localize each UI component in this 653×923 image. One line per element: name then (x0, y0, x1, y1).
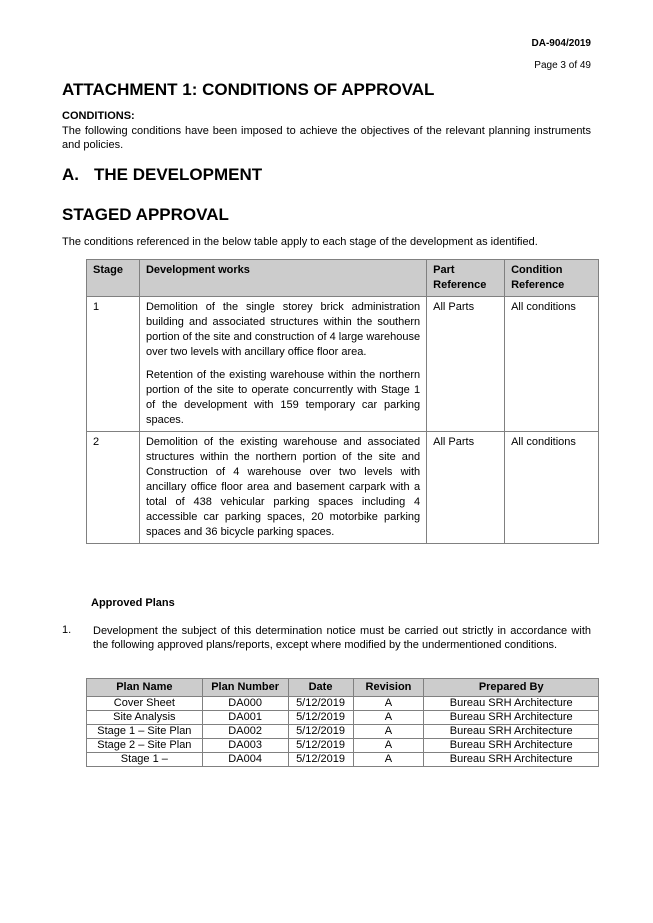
revision-cell: A (353, 725, 424, 739)
plan-name-cell: Site Analysis (87, 711, 203, 725)
date-cell: 5/12/2019 (288, 711, 353, 725)
plan-number-header: Plan Number (202, 679, 288, 697)
conditions-text: The following conditions have been imposed to achieve the objectives of the relevant planning instruments and policies. (62, 125, 591, 151)
works-cell (139, 297, 426, 432)
part-reference-cell: All Parts (427, 432, 505, 544)
table-row (87, 297, 599, 432)
table-row (87, 711, 599, 725)
prepared-by-header: Prepared By (424, 679, 599, 697)
date-header: Date (288, 679, 353, 697)
table-row (87, 432, 599, 544)
works-cell (139, 432, 426, 544)
prepared-by-cell: Bureau SRH Architecture (424, 725, 599, 739)
date-cell: 5/12/2019 (288, 697, 353, 711)
staged-approval-heading: STAGED APPROVAL (62, 205, 229, 224)
prepared-by-cell: Bureau SRH Architecture (424, 711, 599, 725)
plan-name-cell: Cover Sheet (87, 697, 203, 711)
attachment-title: ATTACHMENT 1: CONDITIONS OF APPROVAL (62, 80, 435, 99)
table-row (87, 739, 599, 753)
section-a-title: THE DEVELOPMENT (94, 165, 263, 184)
document-reference: DA-904/2019 (531, 38, 591, 49)
plan-number-cell: DA003 (202, 739, 288, 753)
plan-name-cell: Stage 1 – (87, 753, 203, 767)
table-row (87, 725, 599, 739)
works-paragraph: Demolition of the single storey brick administration building and associated structures within the southern portion of the site and construction of 4 large warehouse over two levels with ancillary office floor area. (145, 301, 421, 358)
plans-table (86, 678, 599, 767)
stage-table-header-row (87, 260, 599, 297)
plan-number-cell: DA004 (202, 753, 288, 767)
section-a-number: A. (62, 165, 79, 184)
prepared-by-cell: Bureau SRH Architecture (424, 697, 599, 711)
part-reference-header: Part Reference (427, 260, 505, 297)
condition-reference-cell: All conditions (505, 432, 599, 544)
stage-header: Stage (87, 260, 140, 297)
revision-header: Revision (353, 679, 424, 697)
date-cell: 5/12/2019 (288, 753, 353, 767)
plan-name-header: Plan Name (87, 679, 203, 697)
stage-table (86, 259, 599, 544)
approved-plans-heading: Approved Plans (91, 597, 175, 609)
prepared-by-cell: Bureau SRH Architecture (424, 753, 599, 767)
revision-cell: A (353, 697, 424, 711)
plan-number-cell: DA000 (202, 697, 288, 711)
stage-cell: 1 (87, 297, 140, 432)
revision-cell: A (353, 753, 424, 767)
plan-name-cell: Stage 2 – Site Plan (87, 739, 203, 753)
condition-reference-cell: All conditions (505, 297, 599, 432)
part-reference-cell: All Parts (427, 297, 505, 432)
page-number: Page 3 of 49 (534, 60, 591, 71)
condition-reference-header: Condition Reference (505, 260, 599, 297)
works-paragraph: Retention of the existing warehouse within the northern portion of the site to operate concurrently with Stage 1 of the development with 159 temporary car parking spaces. (145, 369, 421, 426)
plan-number-cell: DA002 (202, 725, 288, 739)
revision-cell: A (353, 739, 424, 753)
plans-table-header-row (87, 679, 599, 697)
table-row (87, 697, 599, 711)
plan-name-cell: Stage 1 – Site Plan (87, 725, 203, 739)
condition-text: Development the subject of this determination notice must be carried out strictly in accordance with the following approved plans/reports, except where modified by the undermentioned conditions. (93, 625, 591, 651)
stage-cell: 2 (87, 432, 140, 544)
date-cell: 5/12/2019 (288, 739, 353, 753)
table-row (87, 753, 599, 767)
plan-number-cell: DA001 (202, 711, 288, 725)
date-cell: 5/12/2019 (288, 725, 353, 739)
section-a-heading (62, 165, 262, 185)
conditions-label: CONDITIONS: (62, 110, 135, 122)
works-paragraph: Demolition of the existing warehouse and associated structures within the northern portion of the site and Construction of 4 warehouse over two levels with ancillary office floor area and basement carpark with a total of 438 vehicular parking spaces including 4 accessible car parking spaces, 20 motorbike parking spaces and 36 bicycle parking spaces. (145, 436, 421, 538)
staged-approval-intro: The conditions referenced in the below table apply to each stage of the development as identified. (62, 236, 538, 248)
prepared-by-cell: Bureau SRH Architecture (424, 739, 599, 753)
works-header: Development works (139, 260, 426, 297)
revision-cell: A (353, 711, 424, 725)
condition-number: 1. (62, 624, 72, 636)
